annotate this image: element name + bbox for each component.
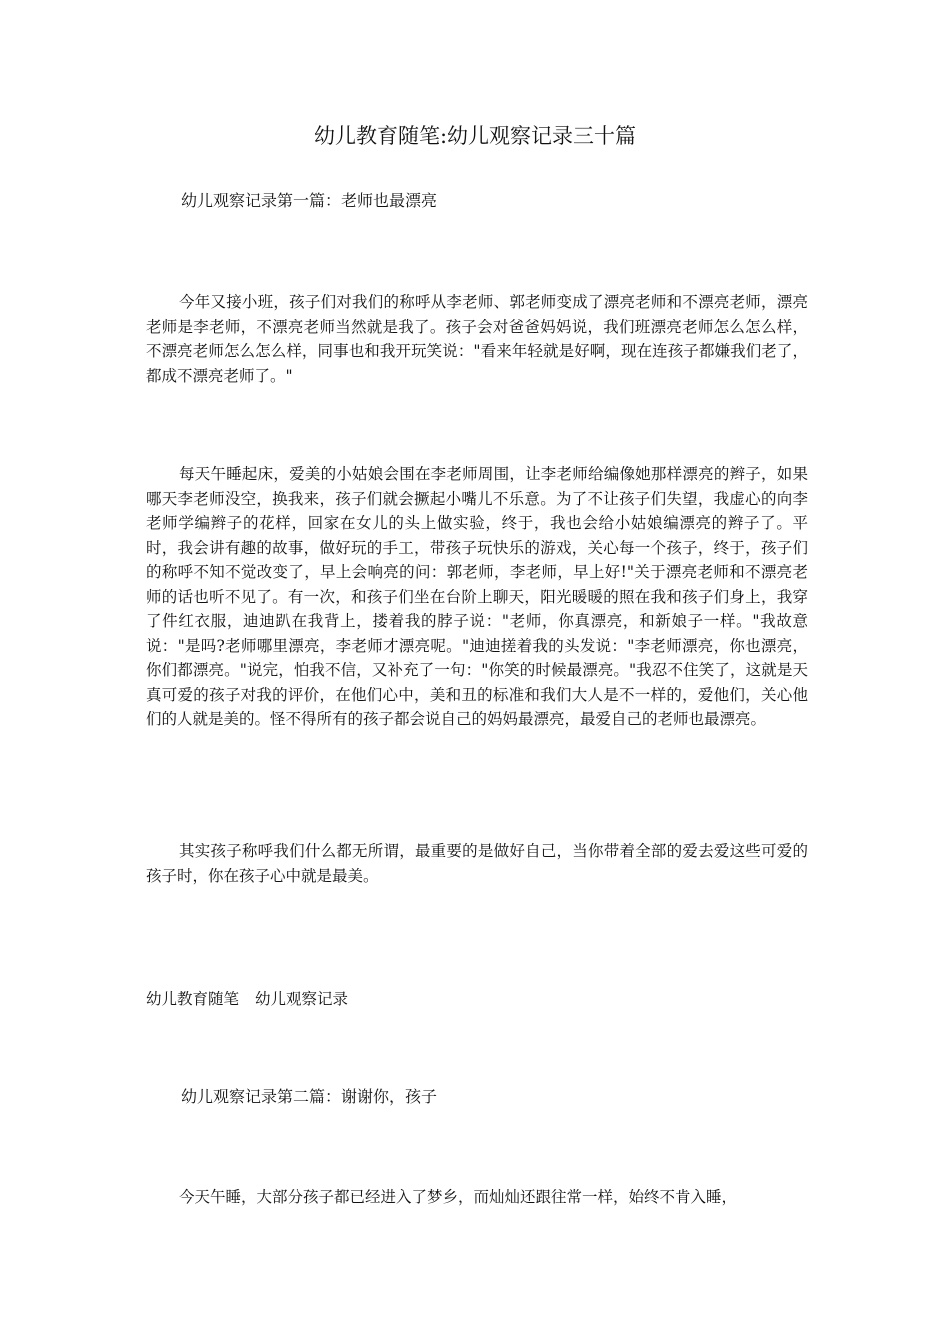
section-1-heading: 幼儿观察记录第一篇：老师也最漂亮: [181, 191, 438, 210]
section-1-paragraph-1: 今年又接小班，孩子们对我们的称呼从李老师、郭老师变成了漂亮老师和不漂亮老师，漂亮老师是李老师，不漂亮老师当然就是我了。孩子会对爸爸妈妈说，我们班漂亮老师怎么怎么样，不漂亮老师怎么怎么样，同事也和我开玩笑说："看来年轻就是好啊，现在连孩子都嫌我们老了，都成不漂亮老师了。": [146, 293, 808, 385]
document-title: 幼儿教育随笔:幼儿观察记录三十篇: [313, 124, 637, 148]
tag-item: 幼儿观察记录: [255, 990, 349, 1008]
section-1-paragraph-2: 每天午睡起床，爱美的小姑娘会围在李老师周围，让李老师给编像她那样漂亮的辫子，如果哪天李老师没空，换我来，孩子们就会撅起小嘴儿不乐意。为了不让孩子们失望，我虚心的向李老师学编辫子的花样，回家在女儿的头上做实验，终于，我也会给小姑娘编漂亮的辫子了。平时，我会讲有趣的故事，做好玩的手工，带孩子玩快乐的游戏，关心每一个孩子，终于，孩子们的称呼不知不觉改变了，早上会响亮的问：郭老师，李老师，早上好!"关于漂亮老师和不漂亮老师的话也听不见了。有一次，和孩子们坐在台阶上聊天，阳光暖暖的照在我和孩子们身上，我穿了件红衣服，迪迪趴在我背上，搂着我的脖子说："老师，你真漂亮，和新娘子一样。"我故意说："是吗?老师哪里漂亮，李老师才漂亮呢。"迪迪搓着我的头发说："李老师漂亮，你也漂亮，你们都漂亮。"说完，怕我不信，又补充了一句："你笑的时候最漂亮。"我忍不住笑了，这就是天真可爱的孩子对我的评价，在他们心中，美和丑的标准和我们大人是不一样的，爱他们，关心他们的人就是美的。怪不得所有的孩子都会说自己的妈妈最漂亮，最爱自己的老师也最漂亮。: [146, 465, 808, 728]
tag-item: 幼儿教育随笔: [146, 990, 240, 1008]
section-1-paragraph-3: 其实孩子称呼我们什么都无所谓，最重要的是做好自己，当你带着全部的爱去爱这些可爱的孩子时，你在孩子心中就是最美。: [146, 842, 808, 885]
section-2-heading: 幼儿观察记录第二篇：谢谢你，孩子: [181, 1087, 438, 1106]
section-2-paragraph-1: 今天午睡，大部分孩子都已经进入了梦乡，而灿灿还跟往常一样，始终不肯入睡，: [179, 1188, 738, 1206]
tag-line: [146, 987, 348, 1011]
